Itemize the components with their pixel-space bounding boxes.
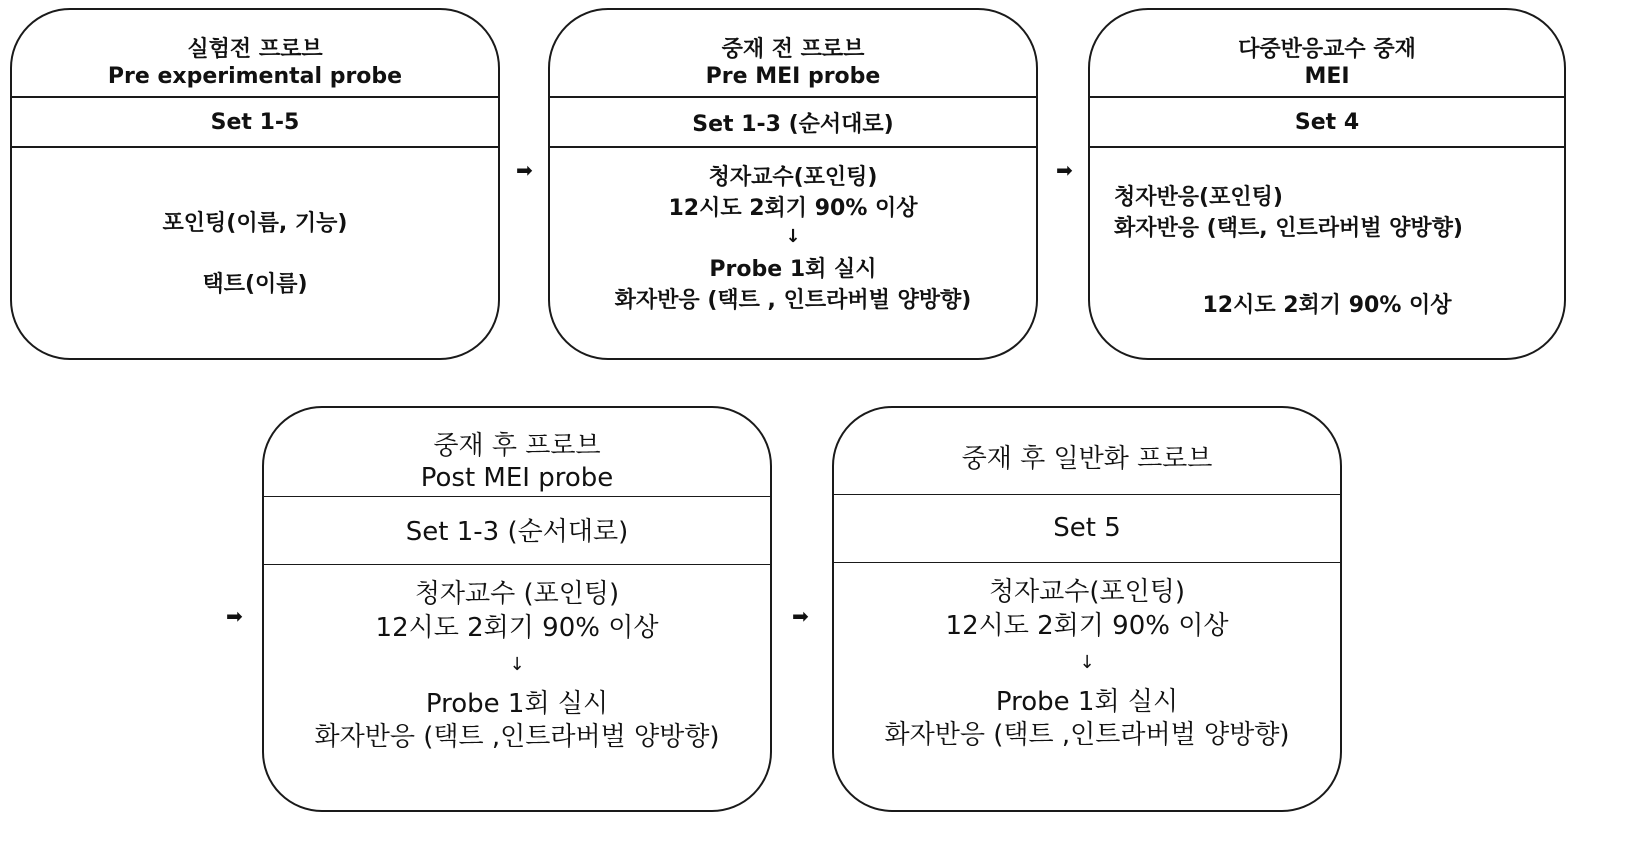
body-line: 화자반응 (택트 ,인트라버벌 양방향) [314,722,720,753]
box-post-mei-generalization-probe [832,406,1342,812]
box-title [12,28,498,98]
title-korean: 중재 후 일반화 프로브 [961,443,1213,474]
right-arrow-icon: ➡ [516,158,533,182]
divider [1090,146,1564,148]
right-arrow-icon: ➡ [792,604,809,628]
divider [834,494,1340,495]
set-label: Set 1-3 (순서대로) [405,516,629,547]
divider [834,562,1340,563]
divider [264,496,770,497]
divider [550,146,1036,148]
body-line: 청자교수(포인팅) [988,577,1186,607]
body-line: Probe 1회 실시 [995,686,1179,717]
set-label: Set 1-5 [210,109,300,135]
title-korean: 다중반응교수 중재 [1238,36,1416,62]
down-arrow-icon: ↓ [1079,651,1095,673]
divider [264,564,770,565]
set-label: Set 4 [1294,109,1360,135]
down-arrow-icon: ↓ [509,653,525,675]
box-body [264,578,770,755]
down-arrow-icon: ↓ [785,226,801,247]
box-body-bottom: 12시도 2회기 90% 이상 [1202,293,1452,318]
box-title [550,28,1036,98]
box-body [834,576,1340,753]
box-pre-mei-probe [548,8,1038,360]
box-pre-experimental-probe [10,8,500,360]
title-korean: 중재 후 프로브 [433,430,601,461]
box-title [834,422,1340,496]
right-arrow-icon: ➡ [1056,158,1073,182]
set-label: Set 5 [1053,513,1121,543]
body-line: 12시도 2회기 90% 이상 [375,612,659,643]
body-line: 청자교수 (포인팅) [414,579,620,609]
right-arrow-icon: ➡ [226,604,243,628]
box-body [12,206,498,298]
title-english: Post MEI probe [420,463,614,493]
body-line: Probe 1회 실시 [709,257,877,282]
box-body [550,160,1036,314]
body-line: 택트(이름) [202,272,308,297]
body-line: 화자반응 (택트, 인트라버벌 양방향) [1114,216,1463,241]
body-line: 12시도 2회기 90% 이상 [668,196,918,221]
body-line: 포인팅(이름, 기능) [162,211,348,236]
body-line: 청자교수(포인팅) [708,165,878,190]
title-english: Pre experimental probe [107,64,403,89]
title-english: MEI [1304,64,1350,89]
title-english: Pre MEI probe [705,64,881,89]
body-line: 청자반응(포인팅) [1114,185,1283,210]
box-title [264,422,770,502]
title-korean: 실험전 프로브 [187,36,323,62]
title-korean: 중재 전 프로브 [721,36,865,62]
box-post-mei-probe [262,406,772,812]
body-line: 화자반응 (택트 , 인트라버벌 양방향) [614,288,972,313]
box-title [1090,28,1564,98]
body-line: Probe 1회 실시 [425,688,609,719]
box-body-top [1114,180,1554,242]
set-label: Set 1-3 (순서대로) [692,111,894,137]
divider [12,146,498,148]
body-line: 화자반응 (택트 ,인트라버벌 양방향) [884,720,1290,751]
box-mei [1088,8,1566,360]
body-line: 12시도 2회기 90% 이상 [945,610,1229,641]
